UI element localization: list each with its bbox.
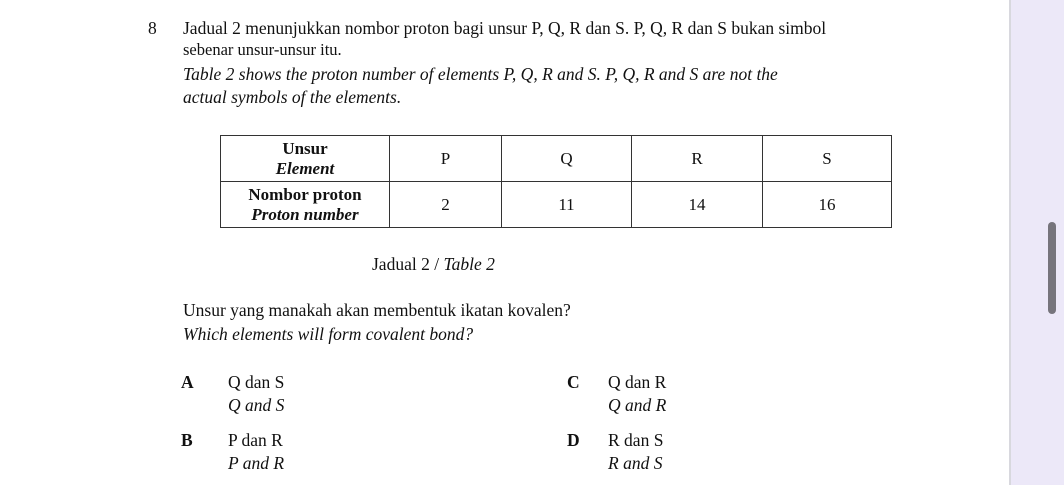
cell: 16 (763, 182, 892, 228)
prompt-ms: Unsur yang manakah akan membentuk ikatan kovalen? (183, 300, 571, 320)
option-b-en (228, 453, 284, 473)
cell: Q (502, 136, 632, 182)
en-text: P and R (228, 453, 285, 473)
cell: 11 (502, 182, 632, 228)
label: Proton number (251, 204, 359, 224)
table-caption (372, 254, 495, 274)
option-a-ms[interactable]: Q dan S (228, 372, 285, 392)
question-text-en-1 (183, 64, 778, 84)
option-b-ms[interactable]: P dan R (228, 430, 283, 450)
label: Nombor proton (248, 184, 362, 204)
caption-en: Table 2 (443, 254, 495, 274)
en-text: R and S (608, 453, 663, 473)
en-text: Q and S (228, 395, 285, 415)
question-number: 8 (148, 18, 157, 38)
option-d-en (608, 453, 662, 473)
option-a-letter: A (181, 372, 194, 392)
row-header (221, 136, 390, 182)
question-text-ms-2: sebenar unsur-unsur itu. (183, 40, 342, 59)
cell: P (390, 136, 502, 182)
prompt-en (183, 324, 473, 344)
cell: 14 (632, 182, 763, 228)
option-c-ms[interactable]: Q dan R (608, 372, 667, 392)
label: Element (275, 158, 335, 178)
en-text: Which elements will form covalent bond? (183, 324, 474, 344)
label: Unsur (282, 138, 328, 158)
cell: R (632, 136, 763, 182)
cell: 2 (390, 182, 502, 228)
option-d-letter: D (567, 430, 580, 450)
option-c-en (608, 395, 666, 415)
row-header (221, 182, 390, 228)
table-row (221, 182, 892, 228)
cell: S (763, 136, 892, 182)
question-text-ms-1: Jadual 2 menunjukkan nombor proton bagi unsur P, Q, R dan S. P, Q, R dan S bukan simbol (183, 18, 827, 38)
en-text: Table 2 shows the proton number of elements P, Q, R and S. P, Q, R and S are not the (183, 64, 778, 84)
table-row (221, 136, 892, 182)
caption-ms: Jadual 2 / (372, 254, 444, 274)
en-text: actual symbols of the elements. (183, 87, 402, 107)
option-d-ms[interactable]: R dan S (608, 430, 664, 450)
option-b-letter: B (181, 430, 193, 450)
proton-table (220, 135, 892, 228)
option-c-letter: C (567, 372, 580, 392)
scrollbar-thumb[interactable] (1048, 222, 1056, 314)
question-text-en-2 (183, 87, 401, 107)
option-a-en (228, 395, 284, 415)
en-text: Q and R (608, 395, 667, 415)
